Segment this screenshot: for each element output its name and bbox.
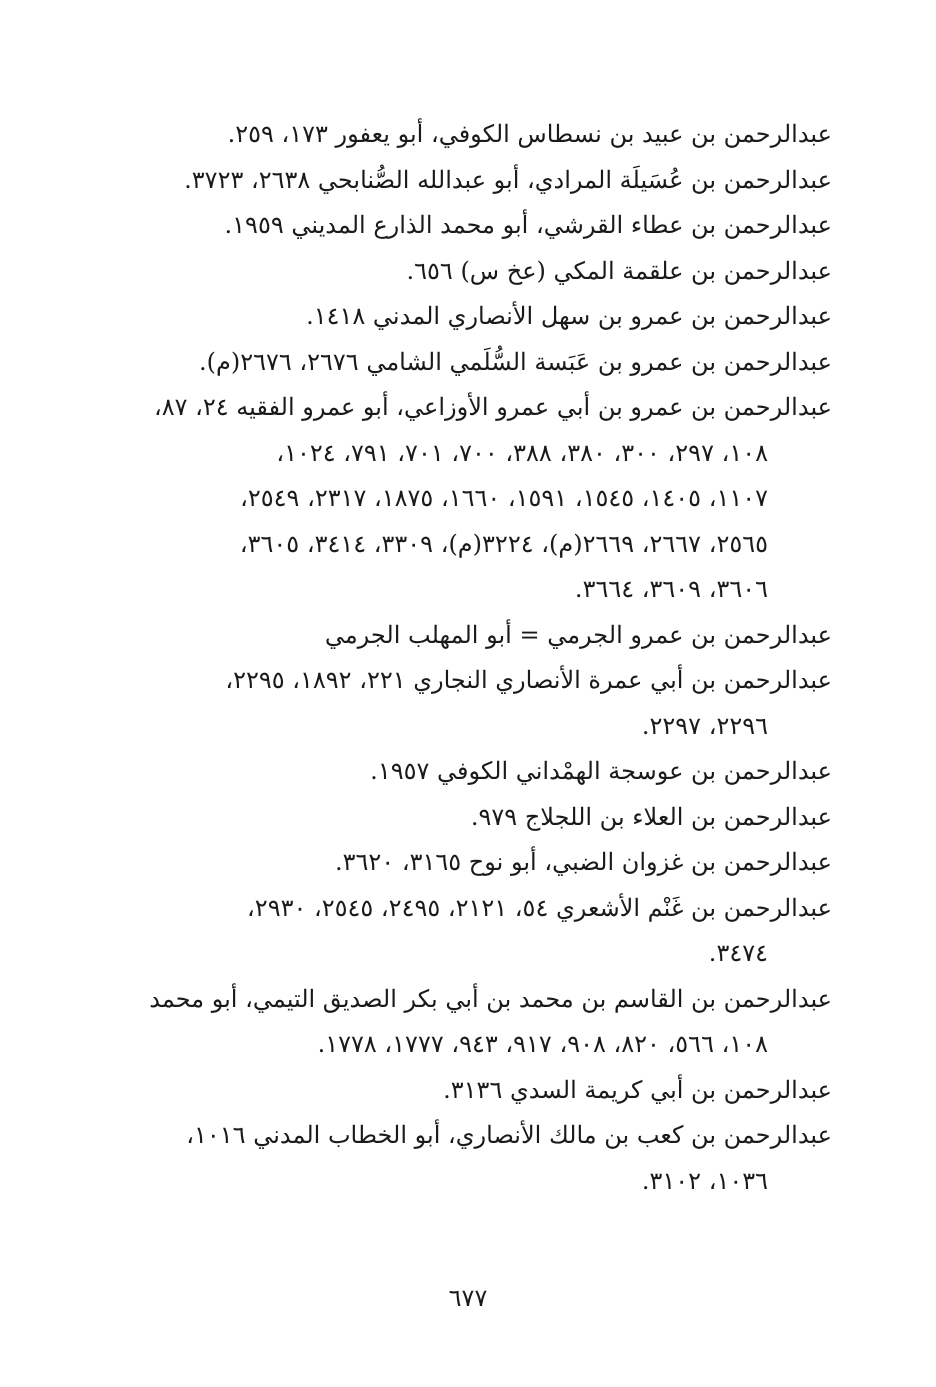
index-entry: عبدالرحمن بن غَنْم الأشعري ٥٤، ٢١٢١، ٢٤٩٥، ٢٥٤٥، ٢٩٣٠، xyxy=(247,893,832,922)
index-entry: عبدالرحمن بن العلاء بن اللجلاج ٩٧٩. xyxy=(470,802,832,831)
index-entry: عبدالرحمن بن غزوان الضبي، أبو نوح ٣١٦٥، ٣٦٢٠. xyxy=(334,848,832,876)
index-entry-continuation: ٣٦٠٦، ٣٦٠٩، ٣٦٦٤. xyxy=(574,575,768,603)
index-entry-continuation: ٢٥٦٥، ٢٦٦٧، ٢٦٦٩(م)، ٣٢٢٤(م)، ٣٣٠٩، ٣٤١٤، ٣٦٠٥، xyxy=(239,529,768,558)
index-entry-continuation: ٢٢٩٦، ٢٢٩٧. xyxy=(641,711,768,740)
index-entry: عبدالرحمن بن عطاء القرشي، أبو محمد الذارع المديني ١٩٥٩. xyxy=(224,211,832,239)
index-entry-continuation: ١٠٣٦، ٣١٠٢. xyxy=(641,1166,768,1195)
index-entry: عبدالرحمن بن كعب بن مالك الأنصاري، أبو الخطاب المدني ١٠١٦، xyxy=(186,1121,832,1149)
index-entry: عبدالرحمن بن أبي عمرة الأنصاري النجاري ٢٢١، ١٨٩٢، ٢٢٩٥، xyxy=(225,666,832,694)
index-entry: عبدالرحمن بن علقمة المكي (عخ س) ٦٥٦. xyxy=(406,256,832,285)
index-entry: عبدالرحمن بن القاسم بن محمد بن أبي بكر الصديق التيمي، أبو محمد xyxy=(149,984,832,1013)
index-entry: عبدالرحمن بن عمرو بن سهل الأنصاري المدني ١٤١٨. xyxy=(306,302,832,330)
index-entry: عبدالرحمن بن أبي كريمة السدي ٣١٣٦. xyxy=(443,1075,832,1104)
index-entry-continuation: ١٠٨، ٢٩٧، ٣٠٠، ٣٨٠، ٣٨٨، ٧٠٠، ٧٠١، ٧٩١، ١٠٢٤، xyxy=(276,438,768,467)
index-entry: عبدالرحمن بن عمرو الجرمي = أبو المهلب الجرمي xyxy=(324,620,832,649)
page-number: ٦٧٧ xyxy=(448,1284,488,1312)
index-entry: عبدالرحمن بن عُسَيلَة المرادي، أبو عبدالله الصُّنابحي ٢٦٣٨، ٣٧٢٣. xyxy=(184,165,832,194)
index-entry: عبدالرحمن بن عبيد بن نسطاس الكوفي، أبو يعفور ١٧٣، ٢٥٩. xyxy=(227,120,832,148)
index-entry: عبدالرحمن بن عوسجة الهمْداني الكوفي ١٩٥٧. xyxy=(370,757,832,785)
index-entry: عبدالرحمن بن عمرو بن أبي عمرو الأوزاعي، أبو عمرو الفقيه ٢٤، ٨٧، xyxy=(153,393,832,421)
name-index-list xyxy=(128,112,832,1204)
index-entry-continuation: ١١٠٧، ١٤٠٥، ١٥٤٥، ١٥٩١، ١٦٦٠، ١٨٧٥، ٢٣١٧، ٢٥٤٩، xyxy=(240,484,768,512)
index-entry-continuation: ١٠٨، ٥٦٦، ٨٢٠، ٩٠٨، ٩١٧، ٩٤٣، ١٧٧٧، ١٧٧٨. xyxy=(317,1030,768,1058)
index-entry: عبدالرحمن بن عمرو بن عَبَسة السُّلَمي الشامي ٢٦٧٦، ٢٦٧٦(م). xyxy=(198,347,832,376)
index-entry-continuation: ٣٤٧٤. xyxy=(708,939,768,967)
